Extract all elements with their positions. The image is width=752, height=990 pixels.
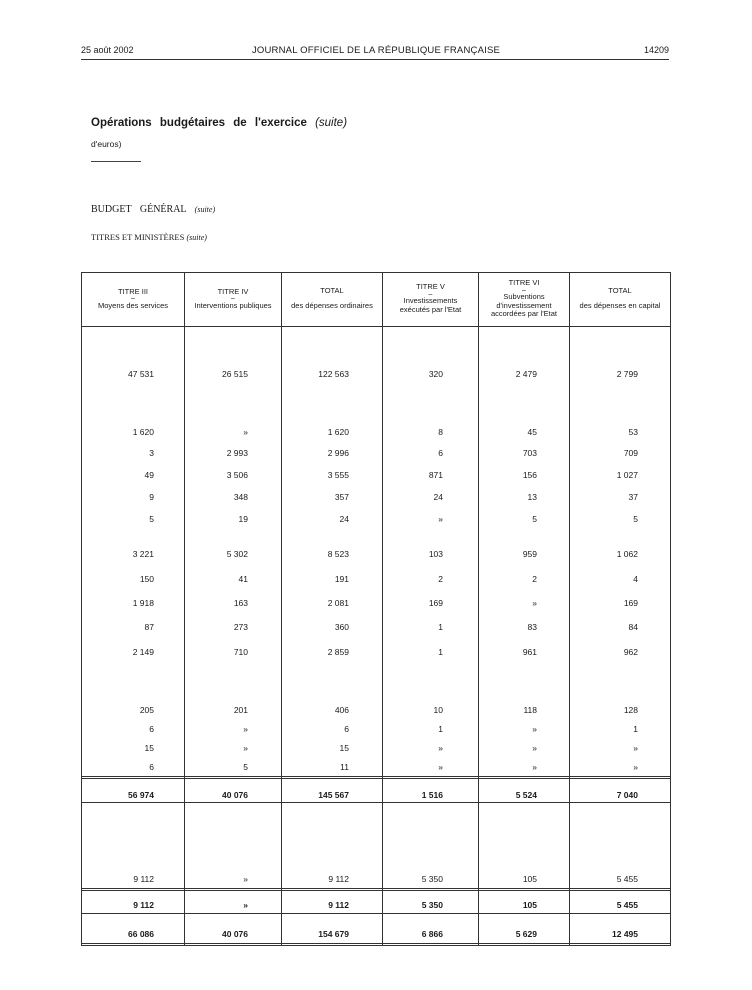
table-cell: 56 974 (128, 790, 154, 800)
table-cell: 710 (233, 647, 248, 657)
budget-heading (91, 204, 215, 215)
table-cell: » (633, 743, 638, 753)
table-cell: » (243, 724, 248, 734)
table-cell: 19 (238, 514, 248, 524)
table-cell: 105 (522, 874, 537, 884)
table-cell: 2 799 (616, 369, 638, 379)
table-cell: » (243, 900, 248, 910)
table-cell: 5 524 (515, 790, 537, 800)
column-header (184, 272, 282, 326)
table-bottom-rule (81, 943, 671, 946)
table-cell: 205 (139, 705, 154, 715)
table-cell: 5 350 (421, 874, 443, 884)
section-title (91, 117, 347, 129)
table-cell: 40 076 (222, 790, 248, 800)
titres-suite: (suite) (186, 233, 207, 242)
table-cell: 7 040 (616, 790, 638, 800)
table-cell: 150 (139, 574, 154, 584)
table-cell: 1 062 (616, 549, 638, 559)
table-cell: 6 (149, 762, 154, 772)
column-header-title: TITRE III (118, 286, 148, 296)
table-col-rule (281, 272, 282, 946)
table-cell: » (532, 598, 537, 608)
table-cell: 40 076 (222, 929, 248, 939)
table-cell: » (633, 762, 638, 772)
table-cell: 41 (238, 574, 248, 584)
table-col-rule (184, 272, 185, 946)
table-cell: 5 455 (616, 900, 638, 910)
table-cell: 2 996 (327, 448, 349, 458)
table-cell: 5 (532, 514, 537, 524)
table-cell: 6 866 (421, 929, 443, 939)
column-header-dash: – (231, 295, 235, 303)
column-header-title: TITRE IV (217, 286, 249, 296)
titres-label: TITRES ET MINISTÈRES (91, 232, 185, 242)
table-cell: 24 (339, 514, 349, 524)
table-cell: 26 515 (222, 369, 248, 379)
table-cell: 3 506 (226, 470, 248, 480)
table-cell: 406 (334, 705, 349, 715)
table-cell: » (532, 762, 537, 772)
table-cell: 49 (144, 470, 154, 480)
table-cell: » (438, 514, 443, 524)
data-table (81, 272, 671, 946)
section-title-text: Opérations budgétaires de l'exercice (91, 117, 307, 129)
table-cell: 5 629 (515, 929, 537, 939)
table-col-rule (81, 272, 82, 946)
column-header-title: TOTAL (608, 286, 632, 296)
table-col-rule (569, 272, 570, 946)
table-cell: 273 (233, 622, 248, 632)
budget-label: BUDGET GÉNÉRAL (91, 204, 187, 215)
table-block-rule (81, 802, 671, 803)
table-cell: 2 (532, 574, 537, 584)
table-cell: 1 620 (132, 427, 154, 437)
table-cell: 163 (233, 598, 248, 608)
table-cell: 191 (334, 574, 349, 584)
table-cell: 703 (522, 448, 537, 458)
table-cell: 959 (522, 549, 537, 559)
table-cell: 4 (633, 574, 638, 584)
table-cell: 66 086 (128, 929, 154, 939)
column-header (81, 272, 185, 326)
table-cell: 87 (144, 622, 154, 632)
table-cell: 348 (233, 492, 248, 502)
column-header-title: TITRE V (416, 282, 445, 292)
table-cell: 1 (438, 622, 443, 632)
table-cell: 118 (523, 705, 537, 715)
table-cell: 11 (340, 762, 349, 772)
column-header (281, 272, 383, 326)
table-cell: » (532, 743, 537, 753)
column-header-subtitle-2: exécutés par l'Etat (399, 305, 462, 315)
table-header-rule (81, 326, 671, 327)
table-cell: 1 (633, 724, 638, 734)
column-header-subtitle: Moyens des services (97, 300, 169, 310)
table-cell: 3 221 (132, 549, 154, 559)
table-cell: 154 679 (318, 929, 349, 939)
table-cell: 6 (149, 724, 154, 734)
table-subtotal-rule (81, 776, 671, 779)
table-cell: » (438, 762, 443, 772)
table-cell: » (532, 724, 537, 734)
header-rule (81, 59, 669, 60)
table-cell: 156 (522, 470, 537, 480)
page-number: 14209 (643, 45, 669, 55)
table-cell: 145 567 (318, 790, 349, 800)
column-header-subtitle-2: d'investissement accordées par l'Etat (490, 300, 558, 319)
journal-title: JOURNAL OFFICIEL DE LA RÉPUBLIQUE FRANÇAISE (251, 45, 501, 56)
table-cell: 12 495 (612, 929, 638, 939)
table-cell: 84 (628, 622, 638, 632)
table-cell: 10 (433, 705, 443, 715)
table-cell: 1 (438, 647, 443, 657)
table-cell: » (243, 427, 248, 437)
table-cell: 53 (628, 427, 638, 437)
table-cell: 3 555 (327, 470, 349, 480)
column-header-subtitle: Investissements (403, 296, 458, 306)
table-cell: 6 (344, 724, 349, 734)
table-cell: 45 (527, 427, 537, 437)
table-cell: 6 (438, 448, 443, 458)
table-cell: 9 (149, 492, 154, 502)
column-header (382, 272, 479, 326)
table-cell: 360 (334, 622, 349, 632)
table-cell: 169 (623, 598, 638, 608)
table-cell: 83 (527, 622, 537, 632)
table-cell: 9 112 (328, 874, 349, 884)
column-header-subtitle: Subventions (503, 292, 545, 302)
table-cell: 105 (522, 900, 537, 910)
table-cell: 9 112 (133, 874, 154, 884)
table-cell: 1 620 (327, 427, 349, 437)
table-cell: 8 523 (327, 549, 349, 559)
header-date: 25 août 2002 (81, 45, 134, 55)
table-cell: » (243, 743, 248, 753)
section-unit: d'euros) (91, 139, 122, 149)
titres-heading (91, 232, 207, 242)
table-cell: 5 (243, 762, 248, 772)
table-cell: 169 (428, 598, 443, 608)
section-divider (91, 161, 141, 162)
table-cell: 2 859 (327, 647, 349, 657)
column-header-subtitle: Interventions publiques (194, 300, 272, 310)
table-cell: 2 993 (226, 448, 248, 458)
table-total-top-rule (81, 913, 671, 914)
table-cell: 1 (438, 724, 443, 734)
table-cell: 320 (428, 369, 443, 379)
column-header-subtitle: des dépenses ordinaires (291, 301, 373, 310)
table-cell: 2 479 (515, 369, 537, 379)
table-cell: 24 (433, 492, 443, 502)
table-cell: » (243, 874, 248, 884)
table-cell: 128 (623, 705, 638, 715)
section-title-suite: (suite) (315, 117, 348, 129)
table-cell: 9 112 (328, 900, 349, 910)
table-col-rule (382, 272, 383, 946)
table-cell: 37 (628, 492, 638, 502)
column-header-dash: – (131, 295, 135, 303)
table-cell: 9 112 (133, 900, 154, 910)
table-cell: 709 (623, 448, 638, 458)
table-cell: 13 (527, 492, 537, 502)
budget-suite: (suite) (194, 205, 216, 214)
table-cell: 122 563 (318, 369, 349, 379)
table-cell: 5 350 (421, 900, 443, 910)
column-header-title: TOTAL (320, 286, 344, 296)
column-header-subtitle: des dépenses en capital (579, 301, 661, 310)
table-cell: 962 (623, 647, 638, 657)
table-cell: 357 (334, 492, 349, 502)
table-cell: 1 516 (421, 790, 443, 800)
table-cell: 5 455 (616, 874, 638, 884)
table-cell: 2 149 (132, 647, 154, 657)
column-header (569, 272, 671, 326)
table-cell: 5 (633, 514, 638, 524)
table-cell: » (438, 743, 443, 753)
table-cell: 3 (149, 448, 154, 458)
column-header-dash: – (522, 286, 526, 294)
table-cell: 2 081 (327, 598, 349, 608)
table-cell: 961 (522, 647, 537, 657)
column-header (478, 272, 570, 326)
table-col-rule (478, 272, 479, 946)
table-cell: 15 (339, 743, 349, 753)
column-header-dash: – (428, 290, 433, 298)
table-cell: 871 (428, 470, 443, 480)
table-cell: 201 (233, 705, 248, 715)
table-cell: 8 (438, 427, 443, 437)
table-cell: 47 531 (128, 369, 154, 379)
table-subtotal2-rule (81, 888, 671, 891)
table-cell: 5 (149, 514, 154, 524)
column-header-title: TITRE VI (508, 277, 540, 287)
table-cell: 103 (428, 549, 443, 559)
table-cell: 1 027 (616, 470, 638, 480)
table-cell: 5 302 (226, 549, 248, 559)
table-col-rule (670, 272, 671, 946)
table-cell: 2 (438, 574, 443, 584)
table-cell: 15 (144, 743, 154, 753)
table-cell: 1 918 (132, 598, 154, 608)
